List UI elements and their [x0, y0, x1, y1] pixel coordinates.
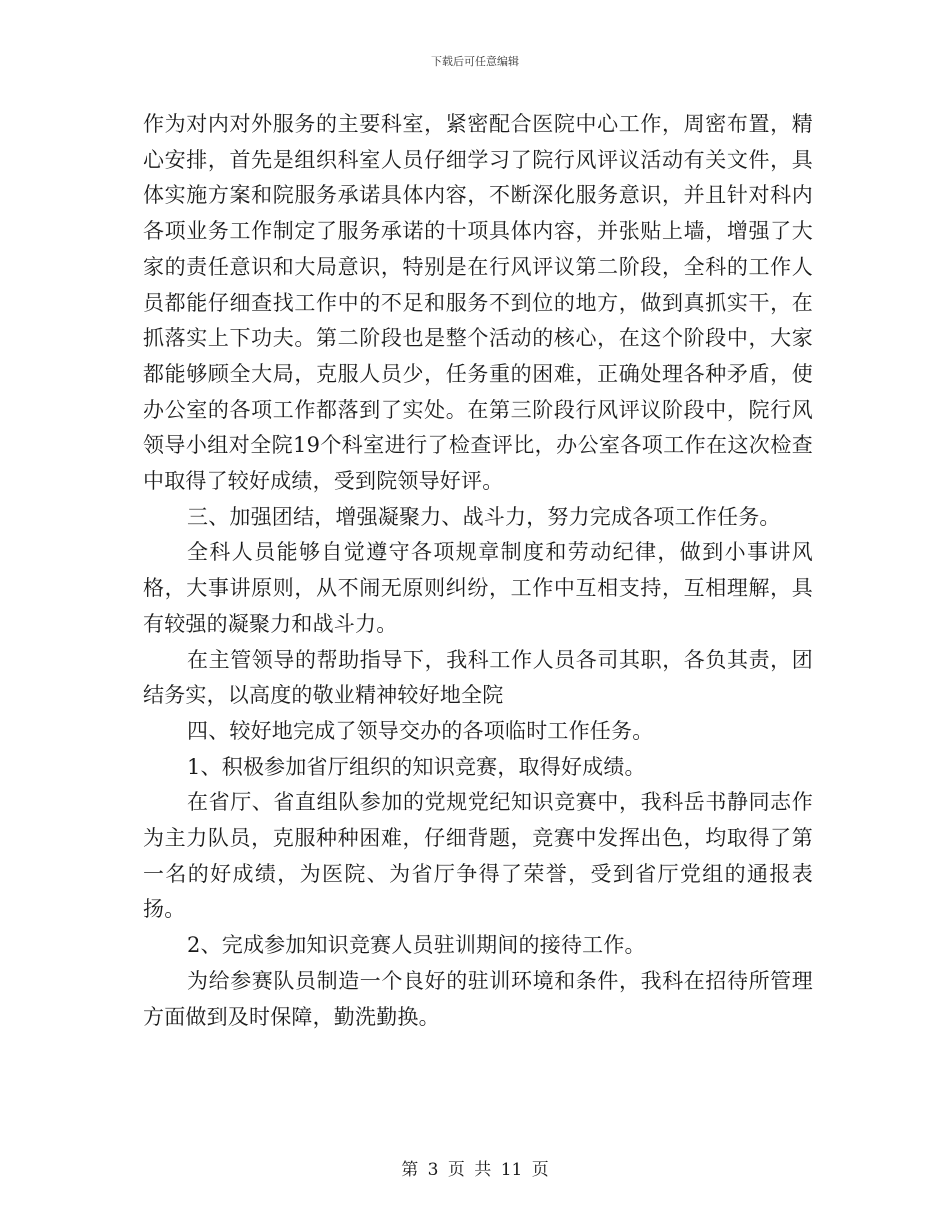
document-body: [143, 107, 813, 1035]
paragraph: 为给参赛队员制造一个良好的驻训环境和条件，我科在招待所管理方面做到及时保障，勤洗勤换。: [143, 968, 813, 1029]
paragraph: 全科人员能够自觉遵守各项规章制度和劳动纪律，做到小事讲风格，大事讲原则，从不闹无原则纠纷，工作中互相支持，互相理解，具有较强的凝聚力和战斗力。: [143, 540, 813, 636]
paragraph-continuation: 作为对内对外服务的主要科室，紧密配合医院中心工作，周密布置，精心安排，首先是组织科室人员仔细学习了院行风评议活动有关文件，具体实施方案和院服务承诺具体内容，不断深化服务意识，并且针对科内各项业务工作制定了服务承诺的十项具体内容，并张贴上墙，增强了大家的责任意识和大局意识，特别是在行风评议第二阶段，全科的工作人员都能仔细查找工作中的不足和服务不到位的地方，做到真抓实干，在抓落实上下功夫。第二阶段也是整个活动的核心，在这个阶段中，大家都能够顾全大局，克服人员少，任务重的困难，正确处理各种矛盾，使办公室的各项工作都落到了实处。在第三阶段行风评议阶段中，院行风领导小组对全院19个科室进行了检查评比，办公室各项工作在这次检查中取得了较好成绩，受到院领导好评。: [143, 112, 813, 494]
page-header: 下载后可任意编辑: [431, 55, 519, 68]
subheading-2: 2、完成参加知识竞赛人员驻训期间的接待工作。: [187, 933, 646, 958]
section-heading-4: 四、较好地完成了领导交办的各项临时工作任务。: [187, 718, 654, 743]
subheading-1: 1、积极参加省厅组织的知识竞赛，取得好成绩。: [187, 754, 646, 779]
page-number: 第 3 页 共 11 页: [401, 1160, 549, 1180]
paragraph: 在主管领导的帮助指导下，我科工作人员各司其职，各负其责，团结务实，以高度的敬业精神较好地全院: [143, 647, 813, 708]
paragraph: 在省厅、省直组队参加的党规党纪知识竞赛中，我科岳书静同志作为主力队员，克服种种困难，仔细背题，竞赛中发挥出色，均取得了第一名的好成绩，为医院、为省厅争得了荣誉，受到省厅党组的通报表扬。: [143, 790, 813, 922]
section-heading-3: 三、加强团结，增强凝聚力、战斗力，努力完成各项工作任务。: [187, 504, 781, 529]
